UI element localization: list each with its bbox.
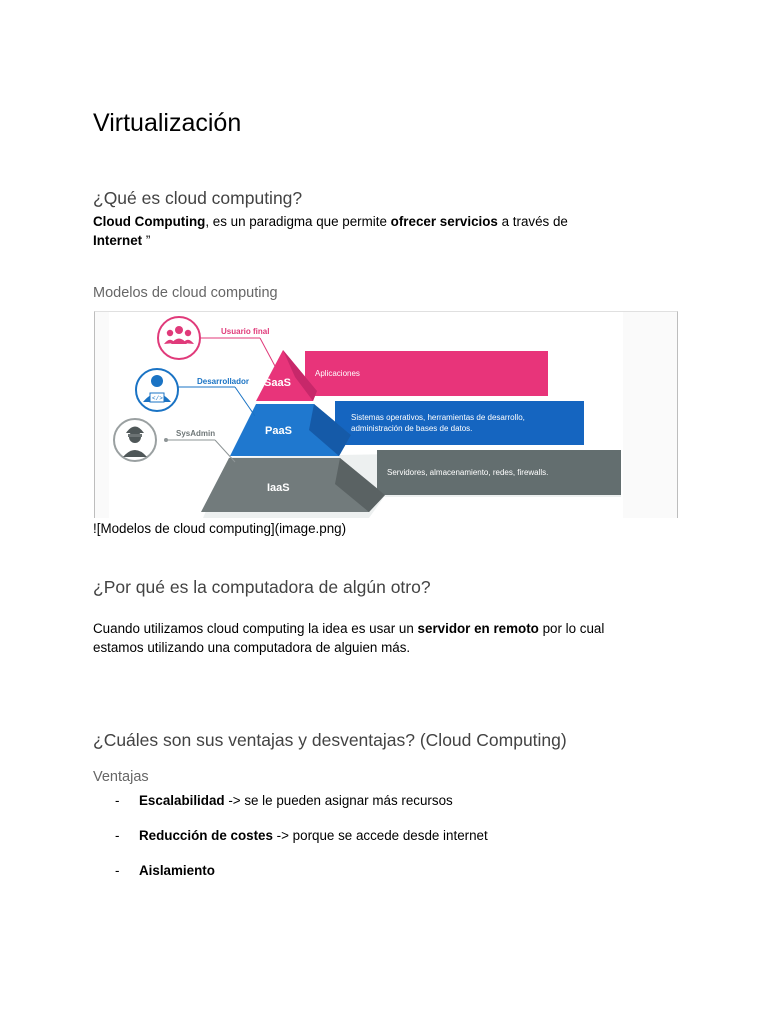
paragraph-remote-server xyxy=(93,620,693,657)
subheading-advantages: Ventajas xyxy=(93,769,149,785)
end-user-icon xyxy=(158,317,200,359)
list-dash: - xyxy=(115,828,120,843)
list-dash: - xyxy=(115,793,120,808)
section-heading-what-is: ¿Qué es cloud computing? xyxy=(93,188,303,208)
section-heading-why: ¿Por qué es la computadora de algún otro? xyxy=(93,577,431,597)
list-item-bold: Escalabilidad xyxy=(139,793,225,808)
list-item xyxy=(93,826,653,861)
paragraph-definition xyxy=(93,213,693,250)
list-item xyxy=(93,791,653,826)
list-item-rest: -> se le pueden asignar más recursos xyxy=(224,793,453,808)
iaas-label: IaaS xyxy=(267,482,290,494)
image-alt-text: ![Modelos de cloud computing](image.png) xyxy=(93,521,347,536)
cloud-models-diagram xyxy=(95,312,677,518)
text-fragment: , es un paradigma que permite xyxy=(205,214,391,229)
svg-text:</>: </> xyxy=(152,395,163,402)
text-fragment: a través de xyxy=(497,214,568,229)
bold-cloud-computing: Cloud Computing xyxy=(93,214,206,229)
list-dash: - xyxy=(115,863,120,878)
list-item-rest: -> porque se accede desde internet xyxy=(272,828,488,843)
paas-band xyxy=(335,401,584,445)
list-item-text xyxy=(139,791,453,811)
text-fragment: por lo cual xyxy=(538,621,605,636)
role-label-developer: Desarrollador xyxy=(197,377,250,386)
paas-label: PaaS xyxy=(265,425,292,437)
list-item-bold: Reducción de costes xyxy=(139,828,273,843)
paas-description-line1: Sistemas operativos, herramientas de desarrollo, xyxy=(351,413,525,422)
saas-description: Aplicaciones xyxy=(315,369,360,378)
bold-remote-server: servidor en remoto xyxy=(417,621,539,636)
section-heading-pros-cons: ¿Cuáles son sus ventajas y desventajas? (Cloud Computing) xyxy=(93,730,567,750)
saas-label: SaaS xyxy=(264,377,291,389)
advantages-list xyxy=(93,791,653,896)
paas-description-line2: administración de bases de datos. xyxy=(351,424,473,433)
text-fragment: estamos utilizando una computadora de alguien más. xyxy=(93,639,411,655)
role-label-sysadmin: SysAdmin xyxy=(176,429,216,438)
iaas-description: Servidores, almacenamiento, redes, firewalls. xyxy=(387,468,549,477)
text-fragment: Cuando utilizamos cloud computing la idea es usar un xyxy=(93,621,418,636)
cloud-models-figure xyxy=(94,311,678,518)
page-title: Virtualización xyxy=(93,109,242,137)
role-label-end-user: Usuario final xyxy=(221,327,270,336)
bold-offer-services: ofrecer servicios xyxy=(390,214,498,229)
subheading-models: Modelos de cloud computing xyxy=(93,285,278,301)
bold-internet: Internet xyxy=(93,232,143,248)
list-item-text xyxy=(139,826,488,846)
list-item-bold: Aislamiento xyxy=(139,863,215,878)
list-item-text xyxy=(139,861,215,881)
list-item xyxy=(93,861,653,896)
text-fragment: ” xyxy=(142,232,151,248)
